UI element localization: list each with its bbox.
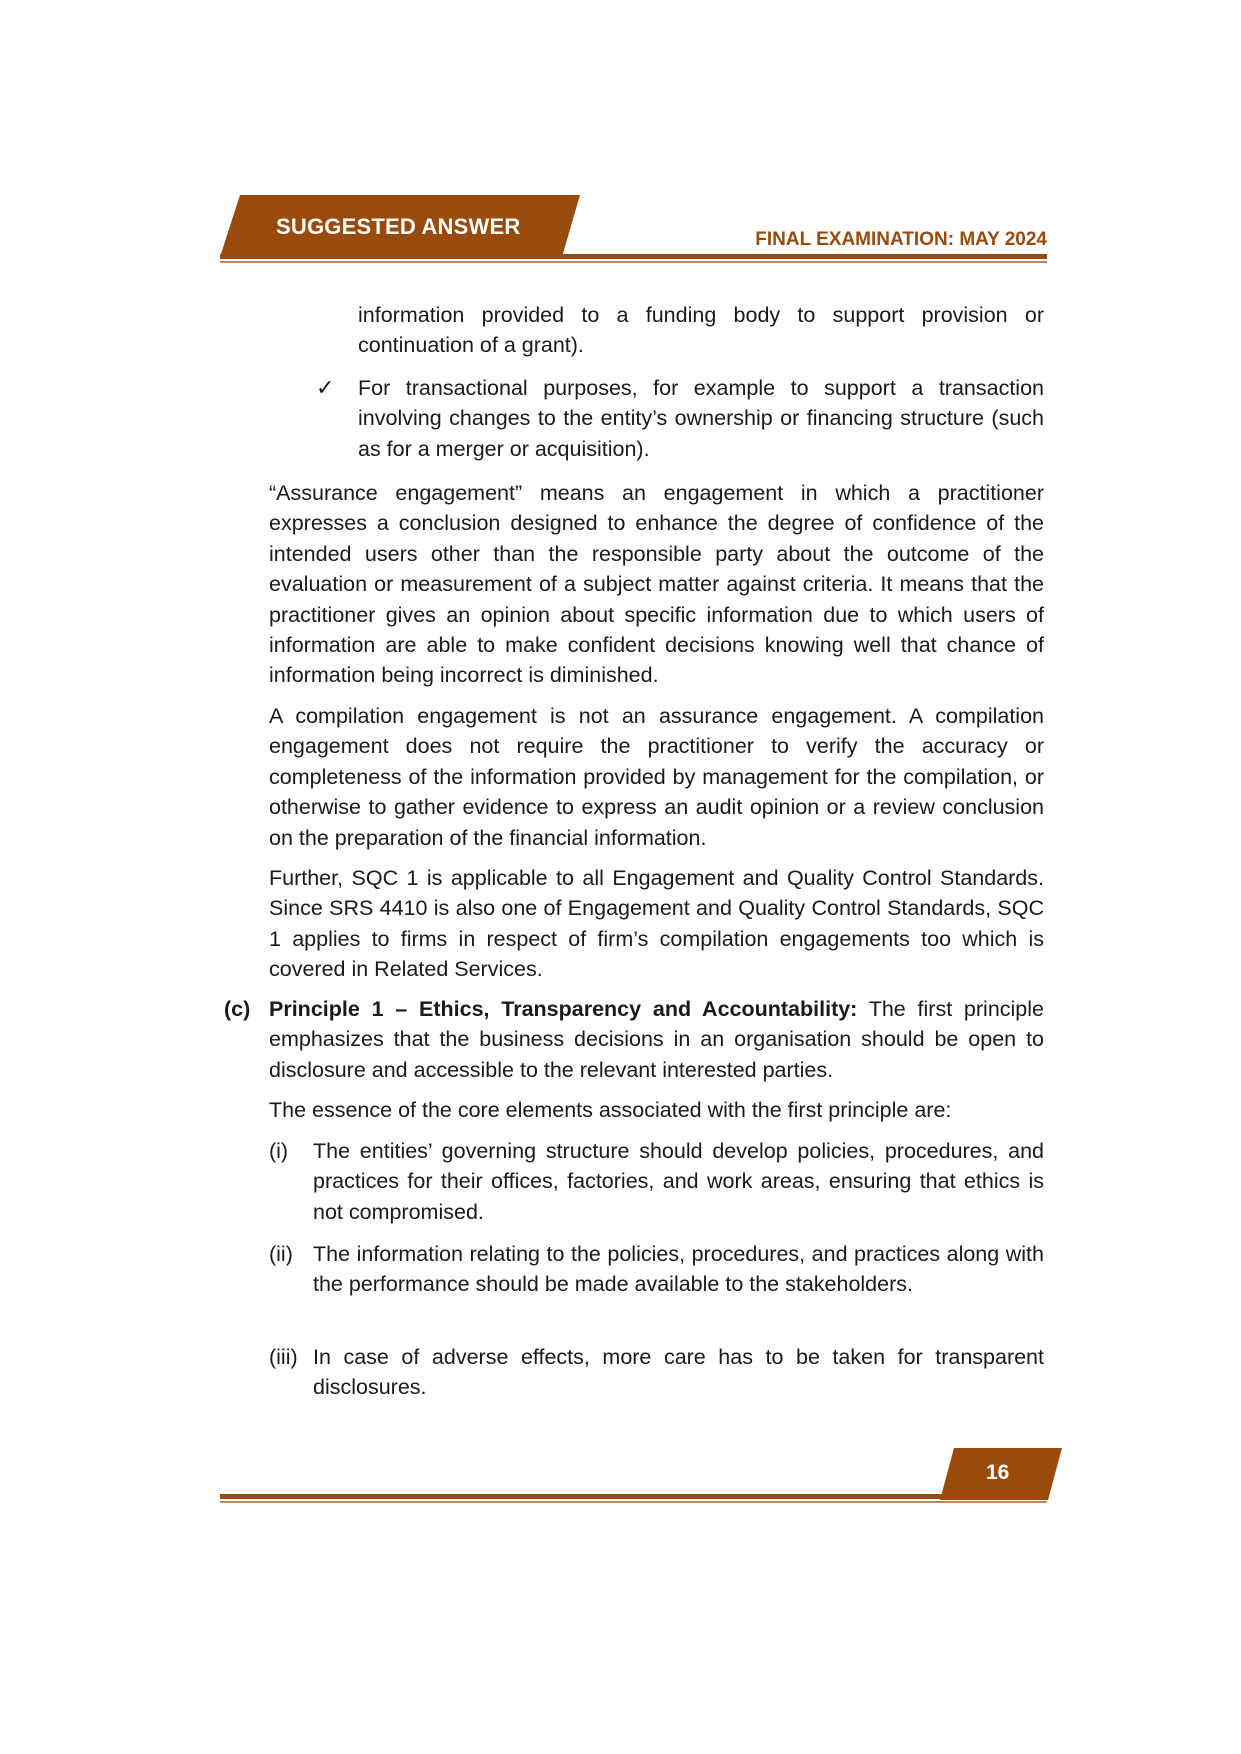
footer-rule-thin <box>220 1501 1047 1503</box>
footer-rule <box>220 1494 1047 1499</box>
section-c-paragraph <box>269 994 1044 1085</box>
item-marker: (ii) <box>269 1242 293 1266</box>
item-marker: (i) <box>269 1139 289 1163</box>
list-item: The entities’ governing structure should develop policies, procedures, and practices for their offices, factories, and work areas, ensuring that ethics is not compromised. <box>313 1139 1044 1224</box>
continuation-paragraph: information provided to a funding body to support provision or continuation of a grant). <box>358 303 1044 358</box>
checkmark-icon: ✓ <box>316 375 335 400</box>
section-c-text: The first principle emphasizes that the business decisions in an organisation should be open to disclosure and accessible to the relevant interested parties. <box>269 997 1044 1082</box>
section-c-heading: Principle 1 – Ethics, Transparency and Accountability: <box>269 997 858 1021</box>
item-marker: (iii) <box>269 1345 298 1369</box>
assurance-paragraph: “Assurance engagement” means an engagement in which a practitioner expresses a conclusion designed to enhance the degree of confidence of the intended users other than the responsible party about the outcome of the evaluation or measurement of a subject matter against criteria. It means that the practitioner gives an opinion about specific information due to which users of information are able to make confident decisions knowing well that chance of information being incorrect is diminished. <box>269 481 1044 688</box>
list-item: In case of adverse effects, more care has to be taken for transparent disclosures. <box>313 1345 1044 1400</box>
list-item: The information relating to the policies, procedures, and practices along with the performance should be made available to the stakeholders. <box>313 1242 1044 1297</box>
exam-title: FINAL EXAMINATION: MAY 2024 <box>755 229 1047 250</box>
sqc-paragraph: Further, SQC 1 is applicable to all Engagement and Quality Control Standards. Since SRS 4410 is also one of Engagement and Quality Control Standards, SQC 1 applies to firms in respect of firm’s compilation engagements too which is covered in Related Services. <box>269 866 1044 982</box>
essence-intro: The essence of the core elements associated with the first principle are: <box>269 1098 952 1122</box>
header-rule-thin <box>220 261 1047 263</box>
header-tab-label: SUGGESTED ANSWER <box>276 214 521 239</box>
header-rule <box>220 254 1047 259</box>
page-number: 16 <box>986 1461 1010 1484</box>
section-c-marker: (c) <box>224 997 251 1021</box>
bullet-paragraph: For transactional purposes, for example to support a transaction involving changes to the entity’s ownership or financing structure (such as for a merger or acquisition). <box>358 376 1044 461</box>
compilation-paragraph: A compilation engagement is not an assurance engagement. A compilation engagement does not require the practitioner to verify the accuracy or completeness of the information provided by management for the compilation, or otherwise to gather evidence to express an audit opinion or a review conclusion on the preparation of the financial information. <box>269 704 1044 850</box>
